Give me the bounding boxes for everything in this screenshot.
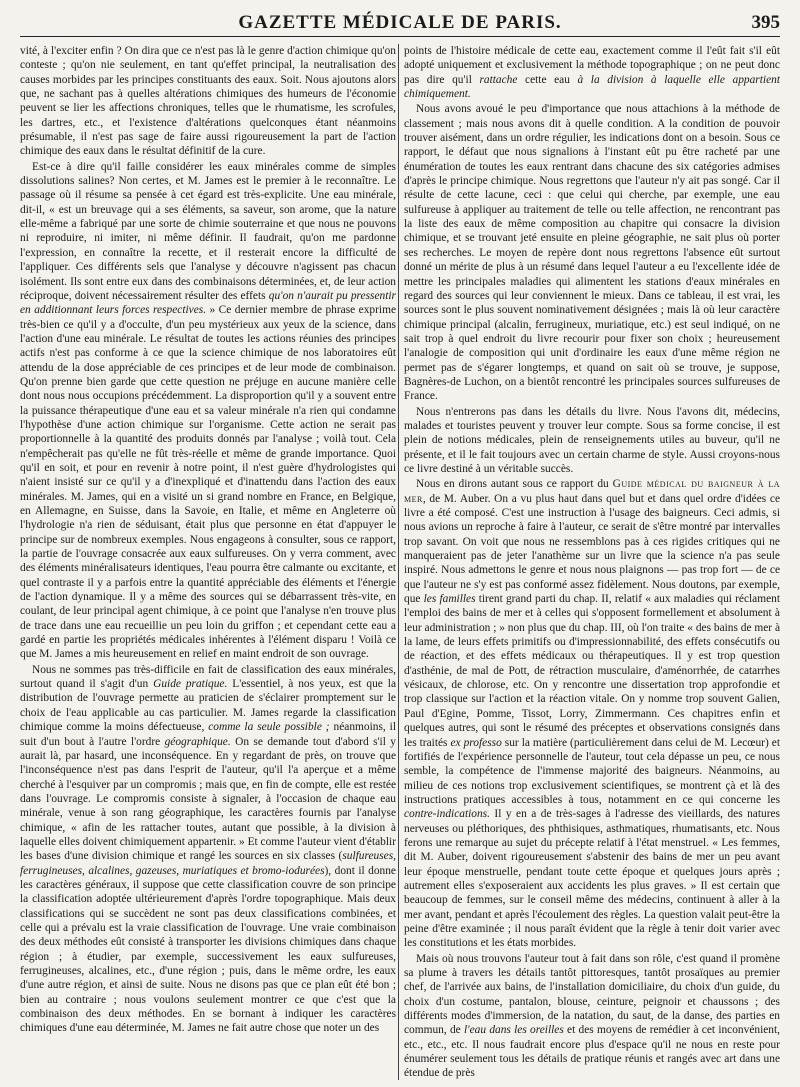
italic-run: ex professo [450,736,502,749]
paragraph [404,102,780,403]
italic-run: Guide pratique. [153,678,228,691]
text-run: et des moyens de remédier à cet inconvénient, etc., etc., etc. Il nous faudrait encore plus d'espace qu'il ne nous en reste pour énumérer seulement tous les détails de pratique réunis et rangés avec art dans une étendue de près [404,1024,780,1080]
text-run: Nous avons avoué le peu d'importance que nous attachions à la méthode de classement ; mais nous avons dit à quelle condition. A la condition de pouvoir trouver aisément, dans un ordre régulier, les indications dont on a besoin. Sous ce rapport, le défaut que nous signalions à l'instant eût pu être racheté par une énumération de toutes les eaux rentrant dans chacune des six catégories admises d'après le principe chimique. Nous regrettons que l'auteur n'y ait pas songé. Car il résulte de cette lacune, ceci : que celui qui cherche, par exemple, une eau sulfureuse à appliquer au traitement de telle ou telle affection, ne rencontrant pas la liste des eaux de même composition au chapitre qui consacre la division chimique, et se trouvant jeté ensuite en pleine géographie, ne sait plus où porter ses recherches. Le moyen de repère dont nous regrettons l'absence eût surtout donné un mérite de plus à un résumé dans lequel l'auteur a eu l'excellente idée de mettre les principales maladies qui alimentent les stations d'eaux minérales en regard des sources qui leur conviennent le mieux. Dans ce tableau, il est vrai, les sources sont le plus souvent nominativement désignées ; mais là où leur caractère chimique principal (alcalin, ferrugineux, muriatique, etc.) est seul indiqué, on ne sait trop à quel endroit du livre recourir pour fixer son choix ; heureusement l'analogie de composition qui unit d'ordinaire les eaux d'une même région ne permet pas de s'égarer longtemps, et quand on sait où se trouve, je suppose, Bagnères-de Luchon, on a bientôt rencontré les principales sources sulfureuses de France. [404,103,780,403]
text-run: Il y en a de très-sages à l'adresse des vieillards, des natures nerveuses ou pléthoriques, des phthisiques, asthmatiques, rhumatisants, etc. Nous ferons une remarque au sujet du précepte relatif à l'état menstruel. « Les femmes, dit M. Auber, doivent rigoureusement s'abstenir des bains de mer un peu avant leur époque menstruelle, pendant toute cette époque et quelques jours après ; autrement elles s'exposeraient aux accidents les plus graves. » Il est certain que beaucoup de femmes, sur le conseil même des médecins, continuent à aller à la mer avant, pendant et après l'écoulement des règles. La question valait peut-être la peine d'être examinée ; il nous paraît évident que la règle à tenir doit varier avec les constitutions et les états morbides. [404,808,780,950]
text-run: ), dont il donne les caractères généraux, il suppose que cette classification couvre de son principe la classification adoptée ultérieurement d'après l'ordre topographique. Mais deux classifications qui se succèdent ne sont pas deux classifications combinées, et celle qui a prévalu est la vraie classification de l'ouvrage. Une vraie combinaison des deux méthodes eût consisté à transporter les divisions chimiques dans chaque région ; à étudier, par exemple, successivement les eaux sulfureuses, ferrugineuses, alcalines, etc., d'une région ; puis, dans le même ordre, les eaux d'une autre région, et ainsi de suite. Nous ne disons pas que ce plan eût été bon ; bien au contraire ; nous voulons seulement montrer ce que c'est que la combinaison des deux méthodes. En se bornant à indiquer les caractères chimiques d'une eau déterminée, M. James ne fait autre chose que noter un des [20,864,396,1035]
page-number: 395 [751,12,780,33]
paragraph [404,477,780,950]
italic-run: les familles [423,593,476,606]
italic-run: comme la seule possible ; [208,721,330,734]
text-run: sur la matière (particulièrement dans celui de M. Lecœur) et fortifiés de l'expérience personnelle de l'auteur, tout cela dépasse un peu, ce nous semble, la compétence de l'immense majorité des baigneurs. Néanmoins, au milieu de ces notions trop exclusivement scientifiques, se montrent çà et là des instructions pratiques accessibles à tous, notamment en ce qui concerne les [404,736,780,806]
italic-run: qu'on n'aurait pu pressentir en additionnant leurs forces respectives. [20,289,396,317]
right-column [404,44,780,1080]
italic-run: contre-indications. [404,808,490,821]
italic-run: rattache [479,73,518,86]
text-run: tirent grand parti du chap. II, relatif « aux maladies qui réclament l'emploi des bains de mer et à celles qui s'opposent formellement et absolument à leur administration ; » non plus que du chap. III, où l'on traite « des bains de mer à la lame, de leurs effets primitifs ou d'impressionnabilité, des effets consécutifs ou de réaction, et des effets médicaux ou thérapeutiques. Il y est trop question d'asthénie, de mal de Pott, de rétraction musculaire, d'aménorrhée, de catarrhes vésicaux, de chlorose, etc. On y rencontre une dissertation trop approfondie et trop classique sur l'action et la réaction vitale. On y nomme trop souvent Galien, Paul d'Egine, Pomme, Tissot, Lorry, Zimmermann. Ces chapitres enfin et quelques autres, qui sont le résumé des préceptes et observations consignés dans les traités [404,593,780,749]
text-run: Nous n'entrerons pas dans les détails du livre. Nous l'avons dit, médecins, malades et touristes peuvent y trouver leur compte. Sous sa forme concise, il est plein de notions médicales, plein de renseignements utiles au buveur, qu'il ne présente, et il le fait toujours avec un certain charme de style. Aussi croyons-nous ce livre destiné à un véritable succès. [404,405,780,475]
text-run: cette eau [517,73,578,86]
italic-run: sulfureuses, ferrugineuses, alcalines, gazeuses, muriatiques et bromo-iodurées [20,850,396,877]
text-run: , de M. Auber. On a vu plus haut dans quel but et dans quel ordre d'idées ce livre a été composé. C'est une instruction à l'usage des baigneurs. Ceci admis, si nous avions un reproche à faire à l'auteur, ce serait de s'être montré par intervalles trop savant. On voit que nous ne ressemblons pas à ces rigides critiques qui ne manqueraient pas de jeter l'anathème sur un livre que la science n'a pas seule inspiré. Nous admettons le genre et nous nous plaignons — pas trop fort — de ce que l'auteur ne s'y est pas conformé assez fidèlement. Nous doutons, par exemple, que [404,492,780,606]
italic-run: géographique. [164,735,231,748]
paragraph [404,44,780,101]
text-run: néanmoins, il suit d'un bout à l'autre l'ordre [20,721,396,748]
italic-run: à la division à laquelle elle appartient chimiquement. [404,73,780,101]
text-run: Mais où nous trouvons l'auteur tout à fait dans son rôle, c'est quand il promène sa plume à travers les détails tantôt pittoresques, tantôt prosaïques au premier chef, de l'arrivée aux bains, de l'installation domiciliaire, du choix d'un guide, du choix d'un costume, pantalon, blouse, ceinture, peignoir et chaussons ; des différents modes d'immersion, de la natation, du saut, de la danse, des parties en commun, de [404,952,780,1037]
text-run: L'essentiel, à nos yeux, est que la distribution de l'ouvrage permette au praticien de s'éclairer promptement sur le choix de l'eau applicable au cas particulier. M. James regarde la classification chimique comme la moins défectueuse, [20,678,396,734]
text-run: Nous en dirons autant sous ce rapport du [416,478,613,491]
left-column [20,44,396,1080]
paragraph [404,405,780,477]
running-header [20,10,780,37]
journal-title: GAZETTE MÉDICALE DE PARIS. [238,12,562,33]
paragraph [20,44,396,159]
paragraph [20,160,396,662]
italic-run: l'eau dans les oreilles [464,1024,564,1037]
text-run: On se demande tout d'abord s'il y aurait là, par hasard, une inconséquence. En y regardant de près, on trouve que l'inconséquence n'est pas dans l'esprit de l'auteur, qu'il l'a aperçue et a même cherché à l'esquiver par un compromis ; mais que, en fin de compte, elle est restée dans l'ouvrage. Le compromis consiste à signaler, à l'occasion de chaque eau minérale, venue à son rang géographique, les caractères fournis par l'analyse chimique, « afin de les rattacher toutes, autant que possible, à la division à laquelle elles doivent chimiquement appartenir. » Et comme l'auteur vient d'établir les bases d'une division chimique et rangé les sources en six classes ( [20,735,396,863]
text-run: Est-ce à dire qu'il faille considérer les eaux minérales comme de simples dissolutions salines? Non certes, et M. James est le premier à le reconnaître. Le passage où il résume sa pensée à cet égard est très-explicite. Une eau minérale, dit-il, « est un breuvage qui a ses éléments, sa saveur, son arome, que la nature elle-même a fabriqué par une sorte de chimie souterraine et que nous ne pouvons ni reproduire, ni imiter, ni même définir. Il faudrait, qu'on me pardonne l'expression, en connaître la recette, et il resterait encore la difficulté de l'appliquer. Ces différents sels que l'analyse y découvre n'agissent pas chacun isolément. Ils sont entre eux dans des combinaisons déterminées, et, de leur action réciproque, doivent nécessairement résulter des effets [20,160,396,302]
small-caps-title: Guide médical du baigneur à la mer [404,478,780,505]
paragraph [20,663,396,1036]
text-run: » Ce dernier membre de phrase exprime très-bien ce qu'il y a d'occulte, d'un peu mystérieux aux yeux de la science, dans l'action d'une eau minérale. Le résultat de toutes les actions réunies des principes actifs n'est pas conforme à ce que la science chimique de nos laboratoires eût attendu de la dose appréciable de ces principes et de leur mode de combinaison. Qu'on prenne bien garde que cette question ne préjuge en aucune manière celle dont nous nous occupions précédemment. La disproportion qu'il y a souvent entre la puissance thérapeutique d'une eau et sa valeur minérale n'a rien qui condamne l'hypothèse d'une action chimique sur l'organisme. Cette action ne serait pas proportionnelle à la quantité des produits donnés par l'analyse ; voilà tout. Cela n'empêcherait pas qu'elle ne fût très-réelle et même de grande importance. Quoi qu'il en soit, et pour en revenir à notre point, il n'est guère d'hydrologistes qui n'aient insisté sur ce qu'il y a d'inexpliqué et d'inattendu dans l'action des eaux minérales. M. James, qui en a visité un si grand nombre en France, en Belgique, en Allemagne, en Suisse, dans la Savoie, en Italie, et même en Angleterre où l'hydrologie n'a rien de séduisant, était plus que personne en état d'appuyer le principe sur de nombreux exemples. Nous engageons à consulter, sous ce rapport, la partie de l'ouvrage consacrée aux eaux sulfureuses. On y verra comment, avec des éléments minéralisateurs identiques, l'eau pourra être calmante ou excitante, et quel contraste il y a parfois entre la quantité appréciable des éléments et l'énergie de l'action dynamique. Il y a même des sources qui se débarrassent très-vite, en coulant, de leur principal agent chimique, à ce point que l'analyse n'en trouve plus de trace dans une eau recueillie un peu loin du griffon ; et cependant cette eau a gardé en partie les propriétés médicales inhérentes à l'élément disparu ! Voilà ce que M. James a mis heureusement en relief en maint endroit de son ouvrage. [20,304,396,661]
text-run: vité, à l'exciter enfin ? On dira que ce n'est pas là le genre d'action chimique qu'on conteste ; qu'on nie seulement, en tant qu'effet principal, la neutralisation des causes morbides par les principes constituants des eaux. Soit. Nous ajoutons alors que, ne sachant pas à quelles altérations chimiques des humeurs de l'économie peuvent se lier les affections chroniques, telles que le rhumatisme, les scrofules, les dartres, etc., et l'existence d'altérations quelconques étant néanmoins présumable, il n'est pas sage de faire aussi rigoureusement la part de l'action chimique des eaux dans le résultat définitif de la cure. [20,45,396,158]
text-run: Nous ne sommes pas très-difficile en fait de classification des eaux minérales, surtout quand il s'agit d'un [20,663,396,691]
paragraph [404,952,780,1080]
column-divider [398,44,399,1080]
text-run: points de l'histoire médicale de cette eau, exactement comme il l'eût fait s'il eût adopté uniquement et exclusivement la méthode topographique ; on ne peut donc pas dire qu'il [404,45,780,86]
